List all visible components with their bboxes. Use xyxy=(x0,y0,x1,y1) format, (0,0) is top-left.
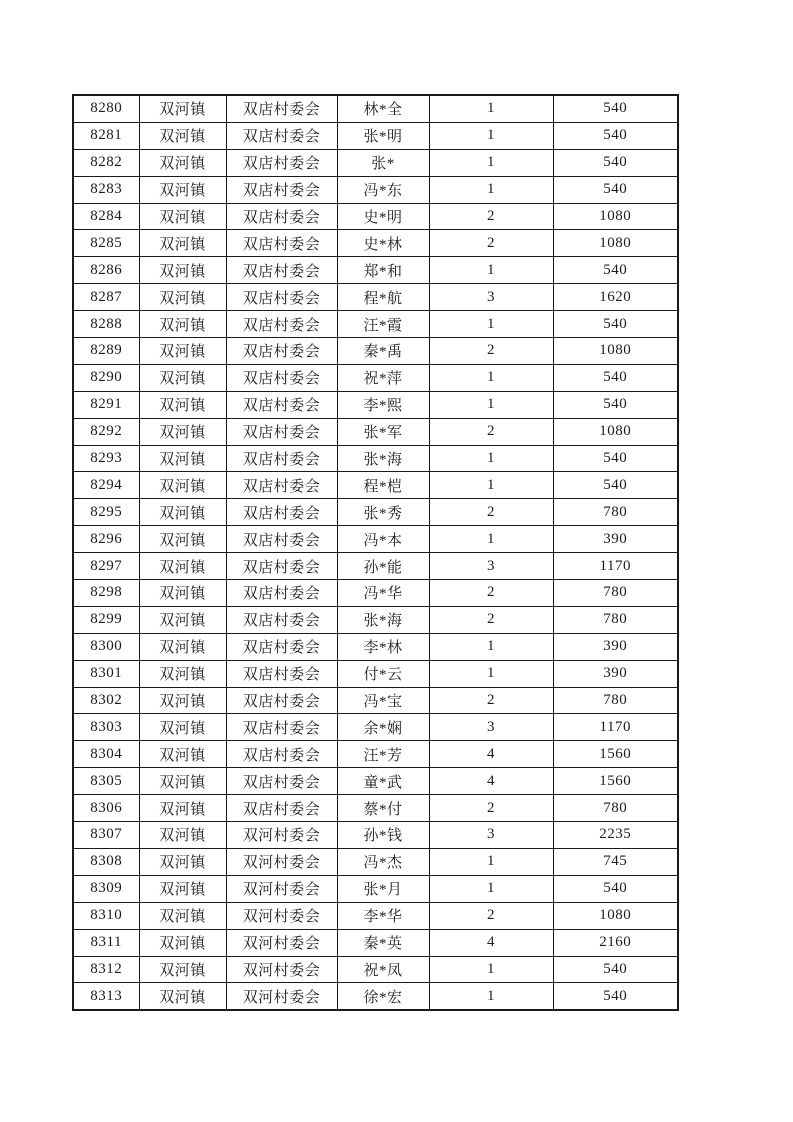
cell-town: 双河镇 xyxy=(139,741,226,768)
cell-amount: 780 xyxy=(553,580,678,607)
table-row xyxy=(73,230,678,257)
table-row xyxy=(73,526,678,553)
cell-count: 1 xyxy=(429,149,553,176)
cell-count: 1 xyxy=(429,848,553,875)
cell-id: 8304 xyxy=(73,741,139,768)
cell-town: 双河镇 xyxy=(139,902,226,929)
cell-town: 双河镇 xyxy=(139,284,226,311)
table-row xyxy=(73,875,678,902)
cell-id: 8299 xyxy=(73,606,139,633)
cell-village: 双河村委会 xyxy=(226,956,337,983)
cell-village: 双店村委会 xyxy=(226,122,337,149)
cell-name: 郑*和 xyxy=(337,257,429,284)
cell-town: 双河镇 xyxy=(139,795,226,822)
cell-town: 双河镇 xyxy=(139,122,226,149)
cell-village: 双店村委会 xyxy=(226,526,337,553)
cell-count: 1 xyxy=(429,122,553,149)
cell-name: 张*军 xyxy=(337,418,429,445)
cell-name: 祝*凤 xyxy=(337,956,429,983)
cell-town: 双河镇 xyxy=(139,499,226,526)
cell-village: 双店村委会 xyxy=(226,714,337,741)
cell-count: 1 xyxy=(429,95,553,122)
cell-id: 8294 xyxy=(73,472,139,499)
cell-town: 双河镇 xyxy=(139,956,226,983)
cell-amount: 540 xyxy=(553,149,678,176)
cell-count: 2 xyxy=(429,795,553,822)
cell-village: 双店村委会 xyxy=(226,284,337,311)
table-row xyxy=(73,122,678,149)
cell-name: 祝*萍 xyxy=(337,364,429,391)
cell-name: 秦*禹 xyxy=(337,338,429,365)
table-row xyxy=(73,902,678,929)
cell-id: 8293 xyxy=(73,445,139,472)
cell-id: 8286 xyxy=(73,257,139,284)
cell-village: 双店村委会 xyxy=(226,230,337,257)
cell-town: 双河镇 xyxy=(139,364,226,391)
table-row xyxy=(73,822,678,849)
table-row xyxy=(73,633,678,660)
cell-count: 1 xyxy=(429,633,553,660)
cell-amount: 1560 xyxy=(553,768,678,795)
cell-amount: 540 xyxy=(553,875,678,902)
cell-town: 双河镇 xyxy=(139,822,226,849)
cell-id: 8287 xyxy=(73,284,139,311)
cell-town: 双河镇 xyxy=(139,660,226,687)
cell-town: 双河镇 xyxy=(139,848,226,875)
cell-count: 3 xyxy=(429,553,553,580)
cell-amount: 540 xyxy=(553,311,678,338)
table-row xyxy=(73,956,678,983)
cell-name: 史*明 xyxy=(337,203,429,230)
cell-id: 8283 xyxy=(73,176,139,203)
cell-name: 林*全 xyxy=(337,95,429,122)
cell-town: 双河镇 xyxy=(139,929,226,956)
cell-amount: 1170 xyxy=(553,553,678,580)
cell-name: 汪*霞 xyxy=(337,311,429,338)
cell-id: 8296 xyxy=(73,526,139,553)
cell-name: 冯*宝 xyxy=(337,687,429,714)
cell-village: 双店村委会 xyxy=(226,768,337,795)
cell-amount: 745 xyxy=(553,848,678,875)
cell-count: 1 xyxy=(429,472,553,499)
cell-amount: 540 xyxy=(553,122,678,149)
cell-count: 3 xyxy=(429,284,553,311)
table-row xyxy=(73,714,678,741)
cell-id: 8297 xyxy=(73,553,139,580)
cell-id: 8291 xyxy=(73,391,139,418)
cell-amount: 1080 xyxy=(553,418,678,445)
cell-name: 付*云 xyxy=(337,660,429,687)
table-row xyxy=(73,418,678,445)
cell-id: 8284 xyxy=(73,203,139,230)
cell-town: 双河镇 xyxy=(139,418,226,445)
table-row xyxy=(73,848,678,875)
cell-count: 1 xyxy=(429,875,553,902)
cell-village: 双店村委会 xyxy=(226,257,337,284)
cell-count: 4 xyxy=(429,741,553,768)
cell-name: 秦*英 xyxy=(337,929,429,956)
cell-name: 冯*本 xyxy=(337,526,429,553)
table-row xyxy=(73,553,678,580)
cell-village: 双店村委会 xyxy=(226,660,337,687)
cell-town: 双河镇 xyxy=(139,257,226,284)
cell-id: 8312 xyxy=(73,956,139,983)
cell-id: 8306 xyxy=(73,795,139,822)
cell-id: 8290 xyxy=(73,364,139,391)
cell-amount: 540 xyxy=(553,983,678,1010)
cell-village: 双店村委会 xyxy=(226,364,337,391)
cell-town: 双河镇 xyxy=(139,983,226,1010)
cell-village: 双店村委会 xyxy=(226,499,337,526)
cell-id: 8302 xyxy=(73,687,139,714)
cell-id: 8300 xyxy=(73,633,139,660)
table-row xyxy=(73,391,678,418)
cell-village: 双店村委会 xyxy=(226,795,337,822)
cell-amount: 780 xyxy=(553,687,678,714)
table-row xyxy=(73,606,678,633)
cell-village: 双河村委会 xyxy=(226,983,337,1010)
cell-name: 张*月 xyxy=(337,875,429,902)
cell-id: 8281 xyxy=(73,122,139,149)
cell-amount: 780 xyxy=(553,606,678,633)
cell-village: 双店村委会 xyxy=(226,606,337,633)
cell-name: 程*航 xyxy=(337,284,429,311)
cell-id: 8295 xyxy=(73,499,139,526)
cell-count: 2 xyxy=(429,902,553,929)
cell-name: 徐*宏 xyxy=(337,983,429,1010)
cell-name: 童*武 xyxy=(337,768,429,795)
cell-village: 双店村委会 xyxy=(226,687,337,714)
cell-count: 4 xyxy=(429,929,553,956)
cell-amount: 390 xyxy=(553,633,678,660)
cell-amount: 540 xyxy=(553,445,678,472)
cell-id: 8280 xyxy=(73,95,139,122)
table-row xyxy=(73,580,678,607)
table-row xyxy=(73,338,678,365)
cell-count: 1 xyxy=(429,445,553,472)
cell-amount: 2160 xyxy=(553,929,678,956)
cell-id: 8285 xyxy=(73,230,139,257)
cell-village: 双店村委会 xyxy=(226,176,337,203)
cell-id: 8301 xyxy=(73,660,139,687)
cell-name: 张* xyxy=(337,149,429,176)
cell-town: 双河镇 xyxy=(139,311,226,338)
cell-town: 双河镇 xyxy=(139,203,226,230)
table-row xyxy=(73,176,678,203)
cell-amount: 390 xyxy=(553,660,678,687)
cell-town: 双河镇 xyxy=(139,633,226,660)
cell-name: 冯*东 xyxy=(337,176,429,203)
cell-town: 双河镇 xyxy=(139,526,226,553)
cell-amount: 540 xyxy=(553,364,678,391)
cell-village: 双店村委会 xyxy=(226,149,337,176)
cell-count: 1 xyxy=(429,983,553,1010)
cell-amount: 780 xyxy=(553,499,678,526)
table-body xyxy=(73,95,678,1010)
cell-village: 双店村委会 xyxy=(226,741,337,768)
cell-amount: 540 xyxy=(553,956,678,983)
cell-name: 汪*芳 xyxy=(337,741,429,768)
cell-name: 余*娴 xyxy=(337,714,429,741)
cell-id: 8310 xyxy=(73,902,139,929)
cell-name: 孙*钱 xyxy=(337,822,429,849)
cell-village: 双河村委会 xyxy=(226,875,337,902)
cell-name: 孙*能 xyxy=(337,553,429,580)
cell-id: 8292 xyxy=(73,418,139,445)
cell-count: 2 xyxy=(429,230,553,257)
cell-village: 双店村委会 xyxy=(226,418,337,445)
cell-count: 1 xyxy=(429,364,553,391)
cell-name: 冯*杰 xyxy=(337,848,429,875)
cell-id: 8308 xyxy=(73,848,139,875)
cell-amount: 540 xyxy=(553,391,678,418)
cell-count: 2 xyxy=(429,499,553,526)
cell-amount: 540 xyxy=(553,176,678,203)
cell-count: 3 xyxy=(429,822,553,849)
cell-town: 双河镇 xyxy=(139,580,226,607)
cell-id: 8288 xyxy=(73,311,139,338)
table-row xyxy=(73,311,678,338)
table-row xyxy=(73,795,678,822)
cell-town: 双河镇 xyxy=(139,553,226,580)
table-row xyxy=(73,95,678,122)
cell-town: 双河镇 xyxy=(139,338,226,365)
cell-village: 双店村委会 xyxy=(226,95,337,122)
table-row xyxy=(73,149,678,176)
cell-town: 双河镇 xyxy=(139,606,226,633)
cell-name: 史*林 xyxy=(337,230,429,257)
cell-id: 8311 xyxy=(73,929,139,956)
cell-amount: 1080 xyxy=(553,230,678,257)
cell-name: 张*海 xyxy=(337,606,429,633)
cell-count: 1 xyxy=(429,956,553,983)
cell-name: 张*海 xyxy=(337,445,429,472)
table-row xyxy=(73,364,678,391)
cell-village: 双店村委会 xyxy=(226,580,337,607)
cell-amount: 1620 xyxy=(553,284,678,311)
cell-count: 2 xyxy=(429,606,553,633)
cell-amount: 780 xyxy=(553,795,678,822)
cell-name: 程*桤 xyxy=(337,472,429,499)
table-row xyxy=(73,768,678,795)
cell-amount: 390 xyxy=(553,526,678,553)
table-row xyxy=(73,687,678,714)
cell-count: 2 xyxy=(429,418,553,445)
cell-village: 双店村委会 xyxy=(226,391,337,418)
cell-name: 李*熙 xyxy=(337,391,429,418)
cell-id: 8303 xyxy=(73,714,139,741)
cell-amount: 1080 xyxy=(553,338,678,365)
cell-town: 双河镇 xyxy=(139,768,226,795)
cell-village: 双店村委会 xyxy=(226,338,337,365)
table-row xyxy=(73,983,678,1010)
cell-village: 双店村委会 xyxy=(226,472,337,499)
cell-amount: 540 xyxy=(553,257,678,284)
cell-town: 双河镇 xyxy=(139,472,226,499)
cell-count: 1 xyxy=(429,660,553,687)
table-row xyxy=(73,445,678,472)
cell-count: 4 xyxy=(429,768,553,795)
cell-town: 双河镇 xyxy=(139,176,226,203)
cell-amount: 1170 xyxy=(553,714,678,741)
cell-town: 双河镇 xyxy=(139,149,226,176)
cell-id: 8305 xyxy=(73,768,139,795)
beneficiary-table xyxy=(72,94,679,1011)
cell-town: 双河镇 xyxy=(139,687,226,714)
cell-town: 双河镇 xyxy=(139,445,226,472)
table-row xyxy=(73,929,678,956)
cell-name: 张*秀 xyxy=(337,499,429,526)
cell-count: 2 xyxy=(429,580,553,607)
cell-village: 双河村委会 xyxy=(226,822,337,849)
cell-village: 双店村委会 xyxy=(226,633,337,660)
cell-village: 双河村委会 xyxy=(226,929,337,956)
cell-village: 双河村委会 xyxy=(226,848,337,875)
cell-town: 双河镇 xyxy=(139,714,226,741)
cell-count: 1 xyxy=(429,176,553,203)
cell-name: 冯*华 xyxy=(337,580,429,607)
cell-town: 双河镇 xyxy=(139,230,226,257)
cell-count: 1 xyxy=(429,311,553,338)
cell-amount: 1080 xyxy=(553,203,678,230)
cell-id: 8298 xyxy=(73,580,139,607)
cell-town: 双河镇 xyxy=(139,391,226,418)
cell-id: 8309 xyxy=(73,875,139,902)
table-row xyxy=(73,499,678,526)
cell-count: 2 xyxy=(429,338,553,365)
cell-amount: 1080 xyxy=(553,902,678,929)
cell-id: 8289 xyxy=(73,338,139,365)
cell-village: 双店村委会 xyxy=(226,553,337,580)
cell-village: 双河村委会 xyxy=(226,902,337,929)
cell-count: 1 xyxy=(429,257,553,284)
table-row xyxy=(73,741,678,768)
cell-count: 2 xyxy=(429,203,553,230)
cell-village: 双店村委会 xyxy=(226,203,337,230)
cell-count: 1 xyxy=(429,526,553,553)
cell-amount: 1560 xyxy=(553,741,678,768)
cell-id: 8313 xyxy=(73,983,139,1010)
cell-name: 李*华 xyxy=(337,902,429,929)
cell-amount: 2235 xyxy=(553,822,678,849)
table-row xyxy=(73,203,678,230)
table-row xyxy=(73,257,678,284)
table-row xyxy=(73,284,678,311)
cell-name: 李*林 xyxy=(337,633,429,660)
cell-village: 双店村委会 xyxy=(226,311,337,338)
cell-amount: 540 xyxy=(553,95,678,122)
cell-count: 3 xyxy=(429,714,553,741)
cell-count: 2 xyxy=(429,687,553,714)
cell-name: 蔡*付 xyxy=(337,795,429,822)
cell-village: 双店村委会 xyxy=(226,445,337,472)
cell-name: 张*明 xyxy=(337,122,429,149)
cell-id: 8282 xyxy=(73,149,139,176)
cell-town: 双河镇 xyxy=(139,875,226,902)
cell-town: 双河镇 xyxy=(139,95,226,122)
cell-amount: 540 xyxy=(553,472,678,499)
table-row xyxy=(73,660,678,687)
table-row xyxy=(73,472,678,499)
cell-id: 8307 xyxy=(73,822,139,849)
cell-count: 1 xyxy=(429,391,553,418)
